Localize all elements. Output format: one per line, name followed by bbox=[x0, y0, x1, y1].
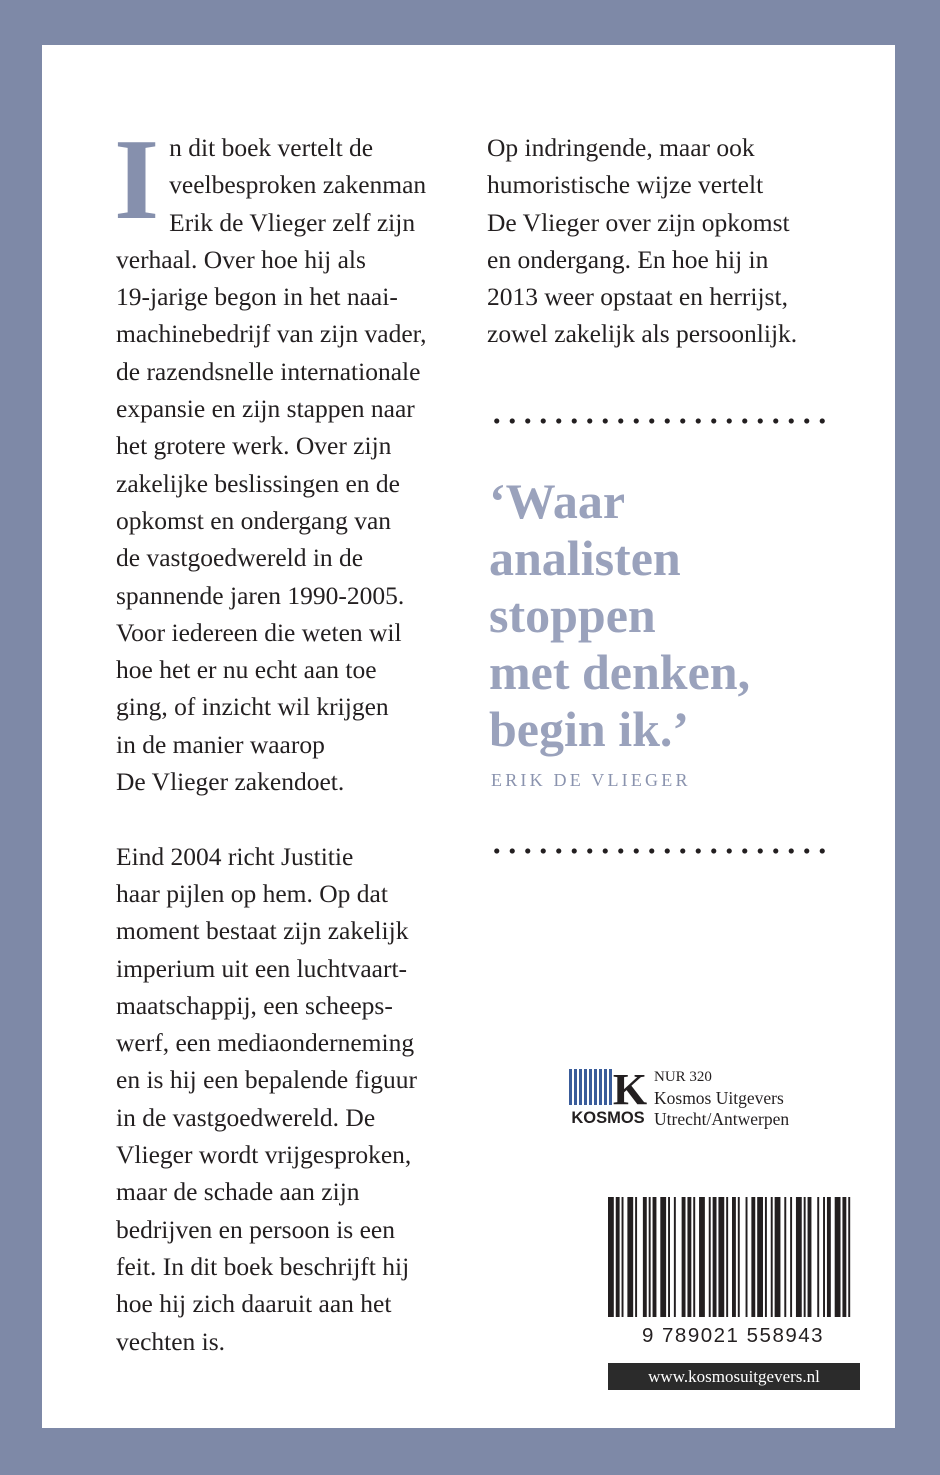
intro-paragraph-line: hoe het er nu echt aan toe bbox=[116, 655, 377, 685]
intro-paragraph-line: ging, of inzicht wil krijgen bbox=[116, 692, 389, 722]
justice-paragraph-line: imperium uit een luchtvaart- bbox=[116, 953, 408, 983]
barcode-bar bbox=[732, 1197, 736, 1317]
quote-author: ERIK DE VLIEGER bbox=[491, 770, 691, 790]
quote-line: analisten bbox=[489, 530, 681, 586]
intro-paragraph-line: 19-jarige begon in het naai- bbox=[116, 282, 398, 312]
barcode-bar bbox=[771, 1197, 773, 1317]
quote-line: begin ik.’ bbox=[489, 701, 690, 757]
barcode-bar bbox=[823, 1197, 825, 1317]
rise-fall-paragraph-line: zowel zakelijk als persoonlijk. bbox=[487, 319, 798, 349]
left-column bbox=[114, 116, 461, 1360]
barcode-bar bbox=[699, 1197, 705, 1317]
isbn-number: 9 789021 558943 bbox=[641, 1324, 825, 1345]
intro-paragraph-line: de vastgoedwereld in de bbox=[116, 543, 364, 573]
barcode-bar bbox=[627, 1197, 633, 1317]
intro-paragraph-text bbox=[114, 116, 427, 797]
logo-letter: K bbox=[612, 1067, 648, 1114]
barcode-bar bbox=[835, 1197, 841, 1317]
rise-fall-paragraph-line: De Vlieger over zijn opkomst bbox=[487, 207, 790, 237]
barcode-bar bbox=[653, 1197, 657, 1317]
barcode-bar bbox=[682, 1197, 686, 1317]
intro-paragraph-line: verhaal. Over hoe hij als bbox=[116, 244, 366, 274]
intro-paragraph bbox=[114, 116, 461, 800]
barcode-bar bbox=[726, 1197, 728, 1317]
intro-paragraph-line: zakelijke beslissingen en de bbox=[116, 468, 400, 498]
barcode-bar bbox=[660, 1197, 666, 1317]
intro-paragraph-line: de razendsnelle internationale bbox=[116, 356, 421, 386]
rise-fall-paragraph-line: 2013 weer opstaat en herrijst, bbox=[487, 282, 788, 312]
dotted-divider-top bbox=[489, 417, 834, 425]
nur-code: NUR 320 bbox=[654, 1069, 712, 1085]
barcode-bar bbox=[635, 1197, 637, 1317]
barcode-bar bbox=[622, 1197, 624, 1317]
barcode-bar bbox=[775, 1197, 781, 1317]
justice-paragraph-line: bedrijven en persoon is een bbox=[116, 1214, 395, 1244]
barcode-bar bbox=[687, 1197, 691, 1317]
quote-line: stoppen bbox=[489, 587, 656, 643]
justice-paragraph-line: hoe hij zich daaruit aan het bbox=[116, 1289, 392, 1319]
intro-paragraph-line: opkomst en ondergang van bbox=[116, 505, 392, 535]
logo-bars-icon bbox=[569, 1069, 612, 1105]
barcode-bar bbox=[757, 1197, 763, 1317]
justice-paragraph-line: Vlieger wordt vrijgesproken, bbox=[116, 1140, 412, 1170]
barcode-bar bbox=[808, 1197, 812, 1317]
publisher-info bbox=[654, 1067, 789, 1130]
justice-paragraph-line: maatschappij, een scheeps- bbox=[116, 990, 393, 1020]
justice-paragraph-line: moment bestaat zijn zakelijk bbox=[116, 916, 409, 946]
barcode-bar bbox=[709, 1197, 711, 1317]
intro-paragraph-line: De Vlieger zakendoet. bbox=[116, 767, 345, 797]
barcode-bar bbox=[746, 1197, 748, 1317]
intro-paragraph-line: in de manier waarop bbox=[116, 729, 325, 759]
barcode-bar bbox=[842, 1197, 846, 1317]
intro-paragraph-line: veelbesproken zakenman bbox=[169, 170, 427, 200]
barcode-bar bbox=[848, 1197, 850, 1317]
right-column bbox=[487, 129, 847, 353]
isbn-barcode bbox=[608, 1197, 858, 1345]
barcode-bar bbox=[668, 1197, 670, 1317]
barcode-bar bbox=[718, 1197, 724, 1317]
justice-paragraph-line: in de vastgoedwereld. De bbox=[116, 1102, 376, 1132]
barcode-bar bbox=[693, 1197, 695, 1317]
barcode-bar bbox=[804, 1197, 806, 1317]
intro-paragraph-line: n dit boek vertelt de bbox=[169, 133, 374, 162]
justice-paragraph-line: feit. In dit boek beschrijft hij bbox=[116, 1251, 410, 1281]
barcode-bar bbox=[713, 1197, 717, 1317]
barcode-bar bbox=[817, 1197, 819, 1317]
quote-line: met denken, bbox=[489, 644, 751, 700]
barcode-bar bbox=[738, 1197, 740, 1317]
intro-paragraph-line: machinebedrijf van zijn vader, bbox=[116, 319, 427, 349]
barcode-bar bbox=[616, 1197, 620, 1317]
barcode-bar bbox=[643, 1197, 647, 1317]
justice-paragraph-line: maar de schade aan zijn bbox=[116, 1177, 360, 1207]
barcode-bars bbox=[608, 1197, 850, 1317]
barcode-bar bbox=[796, 1197, 802, 1317]
logo-wordmark: KOSMOS bbox=[571, 1109, 645, 1125]
back-cover bbox=[42, 45, 895, 1428]
barcode-bar bbox=[765, 1197, 767, 1317]
intro-paragraph-line: het grotere werk. Over zijn bbox=[116, 431, 392, 461]
barcode-bar bbox=[751, 1197, 755, 1317]
intro-paragraph-line: Voor iedereen die weten wil bbox=[116, 617, 402, 647]
drop-cap: I bbox=[114, 116, 160, 244]
barcode-bar bbox=[784, 1197, 786, 1317]
justice-paragraph-line: vechten is. bbox=[116, 1326, 226, 1356]
quote-line: ‘Waar bbox=[489, 473, 626, 529]
barcode-bar bbox=[649, 1197, 651, 1317]
barcode-bar bbox=[790, 1197, 792, 1317]
justice-paragraph-line: werf, een mediaonderneming bbox=[116, 1028, 415, 1058]
intro-paragraph-line: Erik de Vlieger zelf zijn bbox=[169, 207, 416, 237]
pull-quote bbox=[489, 473, 849, 758]
publisher-name: Kosmos Uitgevers bbox=[654, 1088, 784, 1108]
rise-fall-paragraph bbox=[487, 129, 847, 353]
barcode-bar bbox=[674, 1197, 676, 1317]
dotted-divider-bottom bbox=[489, 847, 834, 855]
justice-paragraph bbox=[116, 838, 461, 1360]
justice-paragraph-line: en is hij een bepalende figuur bbox=[116, 1065, 417, 1095]
website-label: www.kosmosuitgevers.nl bbox=[608, 1363, 860, 1390]
rise-fall-paragraph-line: humoristische wijze vertelt bbox=[487, 170, 764, 200]
rise-fall-paragraph-line: Op indringende, maar ook bbox=[487, 133, 755, 162]
kosmos-logo bbox=[568, 1067, 650, 1125]
intro-paragraph-line: expansie en zijn stappen naar bbox=[116, 394, 415, 424]
barcode-bar bbox=[608, 1197, 614, 1317]
publisher-city: Utrecht/Antwerpen bbox=[654, 1109, 790, 1129]
barcode-bar bbox=[827, 1197, 831, 1317]
justice-paragraph-line: Eind 2004 richt Justitie bbox=[116, 841, 354, 871]
rise-fall-paragraph-line: en ondergang. En hoe hij in bbox=[487, 244, 769, 274]
justice-paragraph-line: haar pijlen op hem. Op dat bbox=[116, 878, 388, 908]
intro-paragraph-line: spannende jaren 1990-2005. bbox=[116, 580, 405, 610]
